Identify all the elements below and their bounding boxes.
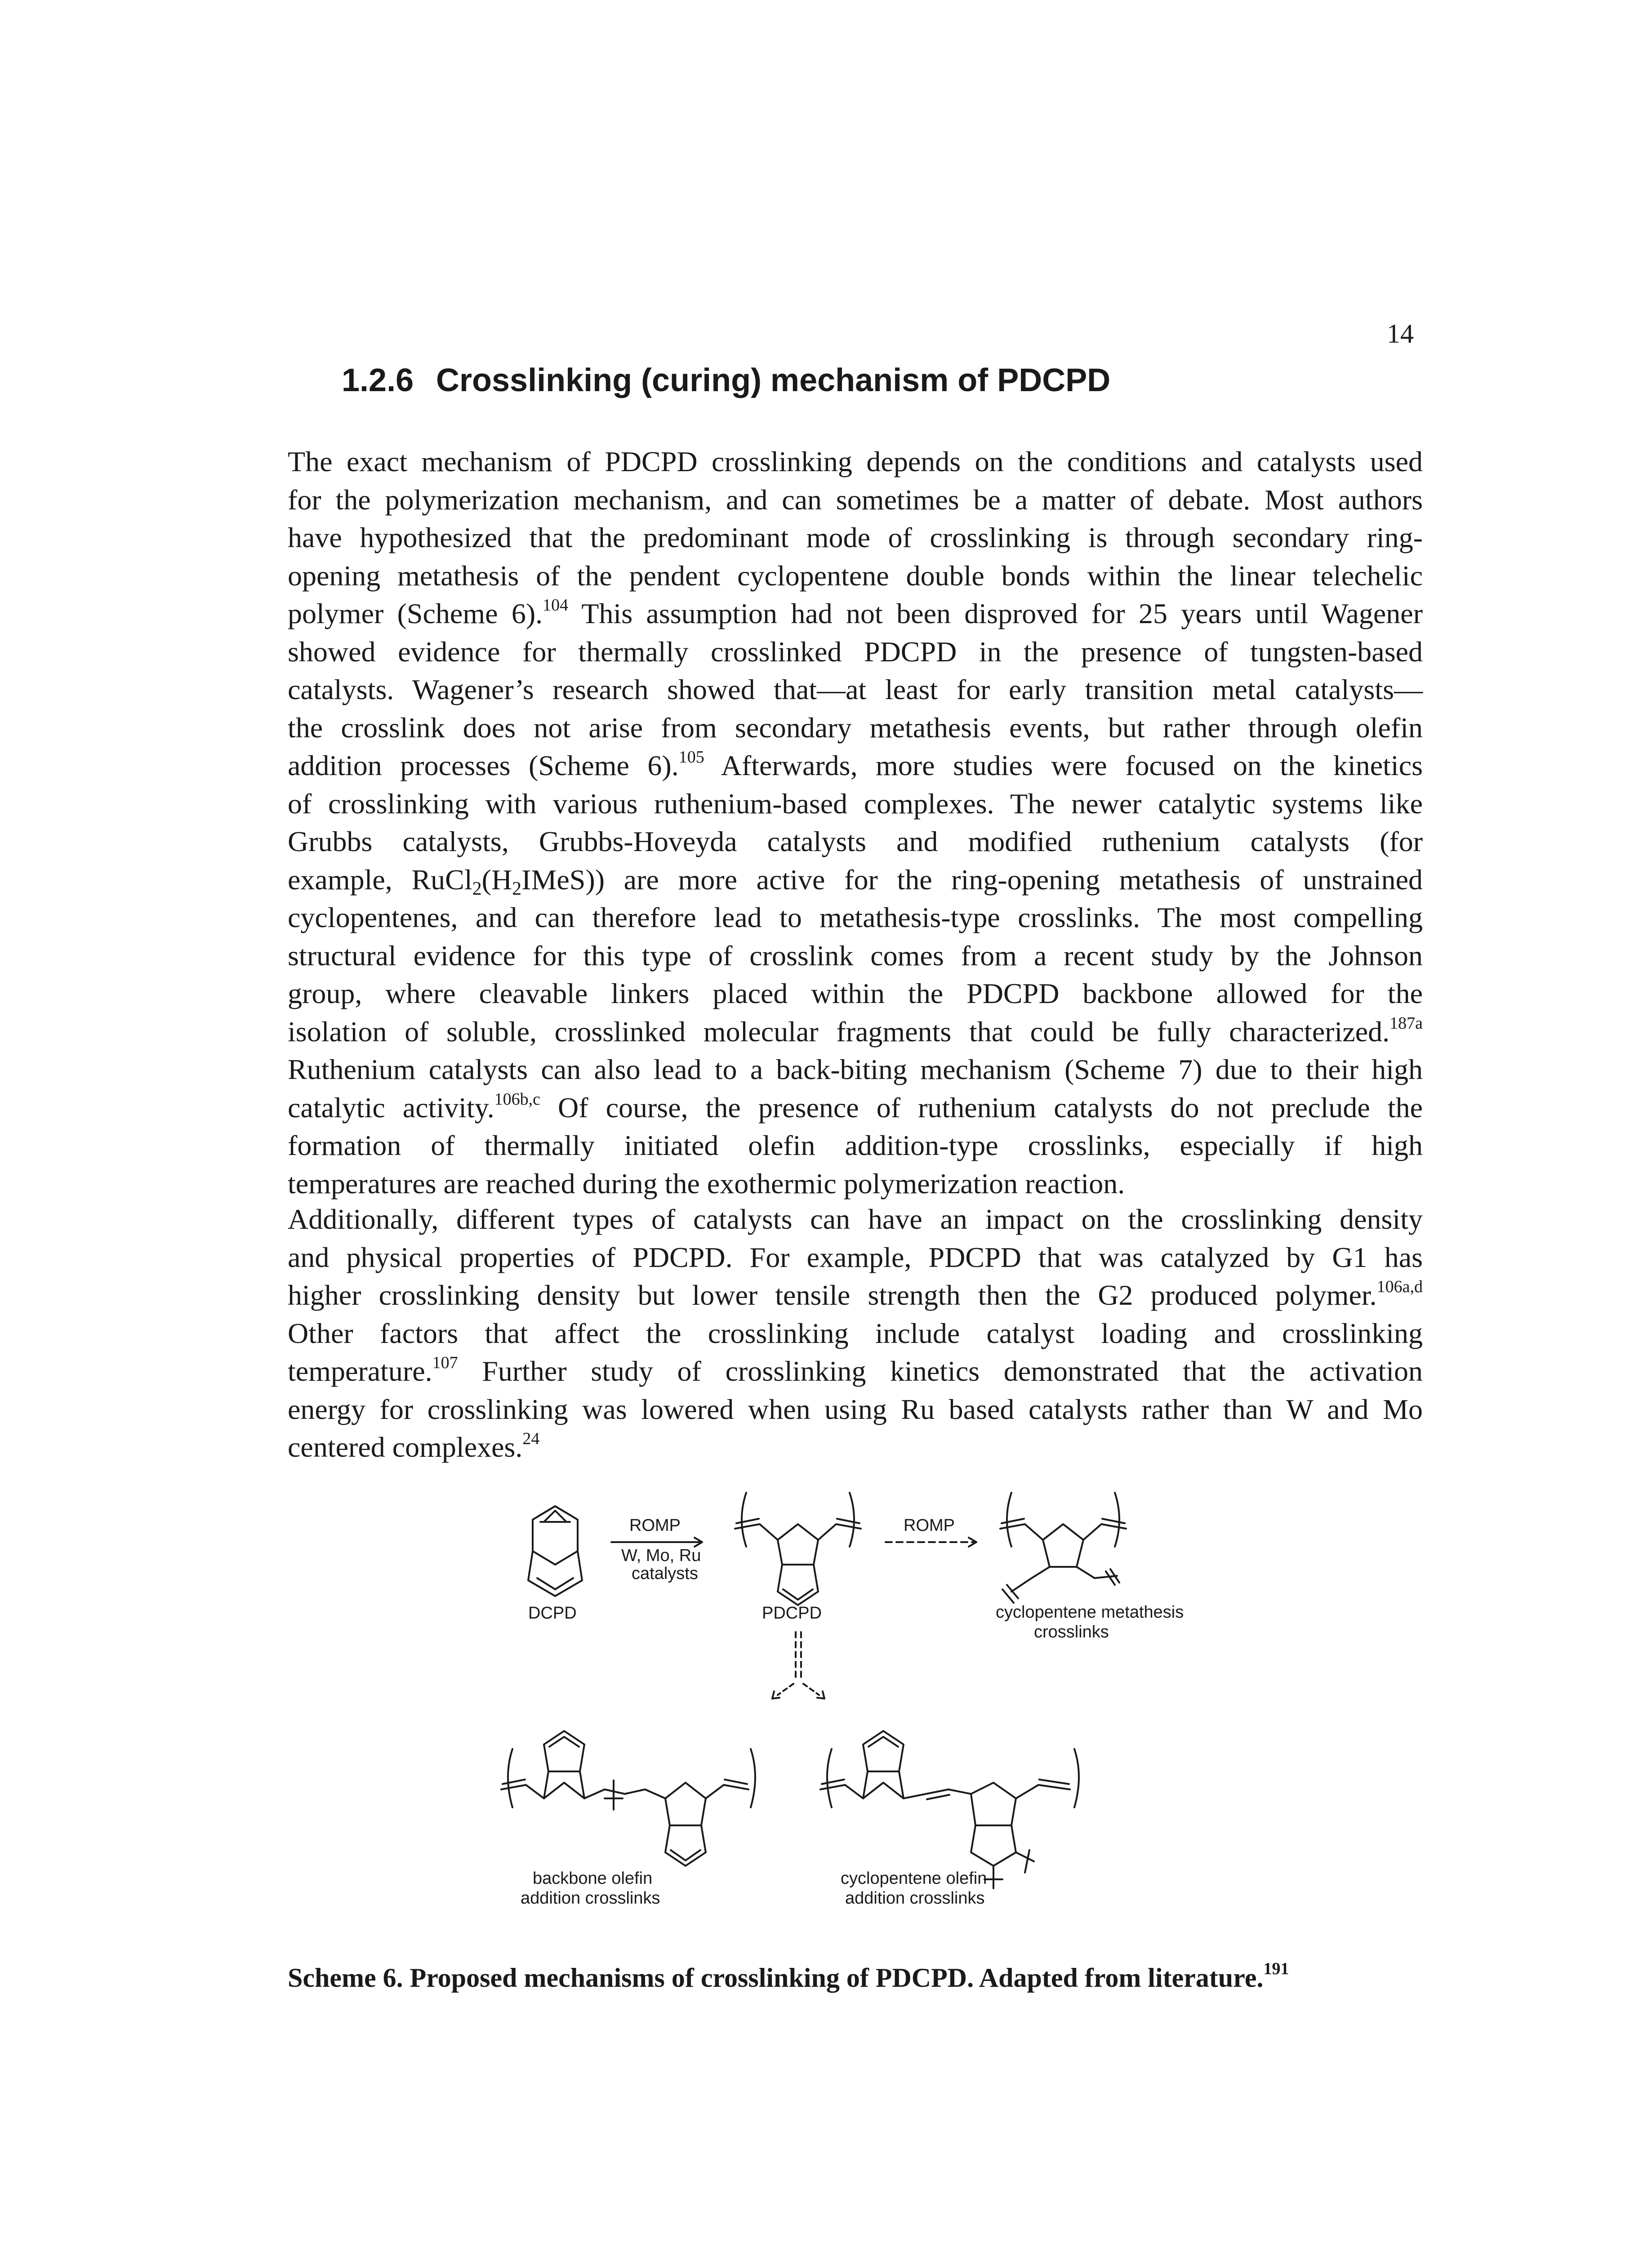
pdcpd-structure [735,1493,861,1605]
arrow2-top-label: ROMP [904,1516,955,1535]
text-line [288,823,1423,861]
branch-arrows [772,1632,824,1699]
text-segment: temperatures are reached during the exothermic polymerization reaction. [288,1167,1125,1200]
reference-superscript: 105 [678,748,704,767]
product3-label-line1: cyclopentene olefin [841,1869,987,1888]
text-line [288,1352,1423,1391]
metathesis-crosslink-structure [1000,1493,1126,1603]
text-line [288,1127,1423,1165]
text-line [288,937,1423,975]
romp-arrow-2 [886,1516,976,1547]
text-line [288,557,1423,595]
text-line [288,595,1423,633]
text-line [288,633,1423,671]
scheme-caption [288,1959,1289,1994]
text-segment: This assumption had not been disproved for 25 years until Wagener [568,598,1423,629]
text-segment: group, where cleavable linkers placed within the PDCPD backbone allowed for the [288,977,1423,1009]
text-segment: for the polymerization mechanism, and can sometimes be a matter of debate. Most authors [288,483,1423,516]
text-segment: isolation of soluble, crosslinked molecular fragments that could be fully characterized. [288,1015,1390,1048]
text-segment: have hypothesized that the predominant mode of crosslinking is through secondary ring- [288,522,1423,553]
caption-reference: 191 [1263,1959,1289,1978]
romp-arrow-1 [611,1516,702,1583]
text-segment: Further study of crosslinking kinetics demonstrated that the activation [458,1355,1423,1387]
text-line [288,861,1423,899]
dcpd-structure [528,1506,582,1596]
text-line [288,519,1423,557]
text-line [288,747,1423,785]
text-segment: the crosslink does not arise from secondary metathesis events, but rather through olefin [288,711,1423,744]
pdcpd-label: PDCPD [762,1604,822,1623]
text-segment: opening metathesis of the pendent cyclopentene double bonds within the linear telechelic [288,559,1423,592]
text-segment: The exact mechanism of PDCPD crosslinking depends on the conditions and catalysts used [288,446,1423,477]
chemical-subscript: 2 [472,878,482,899]
product2-label-line2: addition crosslinks [521,1889,660,1908]
text-line [288,1089,1423,1127]
backbone-crosslink-structure [501,1731,755,1866]
arrow1-top-label: ROMP [629,1516,681,1535]
text-segment: example, RuCl [288,863,472,896]
chemical-subscript: 2 [512,878,522,899]
text-segment: structural evidence for this type of crosslink comes from a recent study by the Johnson [288,939,1423,972]
text-segment: showed evidence for thermally crosslinked PDCPD in the presence of tungsten-based [288,635,1423,668]
cyclopentene-crosslink-structure [820,1731,1079,1888]
text-line [288,1013,1423,1051]
text-segment: Additionally, different types of catalysts can have an impact on the crosslinking density [288,1203,1423,1235]
text-line [288,671,1423,709]
text-line [288,1051,1423,1089]
text-line [288,1276,1423,1315]
product1-label-line2: crosslinks [1034,1623,1109,1641]
text-line [288,785,1423,823]
text-segment: polymer (Scheme 6). [288,598,543,629]
body-paragraph-1 [288,443,1423,1203]
section-title: Crosslinking (curing) mechanism of PDCPD [436,362,1111,398]
arrow1-catalyst-label-2: catalysts [632,1564,698,1583]
text-segment: Afterwards, more studies were focused on the kinetics [704,749,1423,781]
text-line [288,1200,1423,1239]
reference-superscript: 187a [1389,1013,1423,1033]
product2-label-line1: backbone olefin [533,1869,653,1888]
text-segment: catalysts. Wagener’s research showed that—at least for early transition metal catalysts— [288,674,1423,705]
text-line [288,1391,1423,1429]
text-segment: IMeS)) are more active for the ring-opening metathesis of unstrained [521,863,1423,896]
section-number: 1.2.6 [342,362,414,398]
text-line [288,481,1423,519]
reaction-scheme [490,1484,1232,1933]
text-segment: catalytic activity. [288,1091,494,1124]
body-paragraph-2 [288,1200,1423,1467]
text-line [288,443,1423,481]
caption-text: Scheme 6. Proposed mechanisms of crosslinking of PDCPD. Adapted from literature. [288,1963,1264,1993]
text-line [288,1315,1423,1353]
text-segment: addition processes (Scheme 6). [288,749,679,781]
page-number: 14 [1387,319,1414,348]
text-segment: Ruthenium catalysts can also lead to a back-biting mechanism (Scheme 7) due to their high [288,1053,1423,1085]
text-segment: (H [481,863,512,896]
text-segment: and physical properties of PDCPD. For example, PDCPD that was catalyzed by G1 has [288,1241,1423,1273]
product1-label-line1: cyclopentene metathesis [996,1603,1184,1622]
dcpd-label: DCPD [528,1604,577,1623]
text-segment: cyclopentenes, and can therefore lead to metathesis-type crosslinks. The most compelling [288,901,1423,933]
text-segment: Other factors that affect the crosslinking include catalyst loading and crosslinking [288,1317,1423,1349]
text-line [288,1239,1423,1277]
text-segment: higher crosslinking density but lower tensile strength then the G2 produced polymer. [288,1279,1377,1311]
reference-superscript: 106b,c [494,1089,540,1109]
text-line [288,899,1423,937]
scheme-drawing [490,1484,1232,1933]
text-segment: of crosslinking with various ruthenium-based complexes. The newer catalytic systems like [288,787,1423,820]
text-segment: Grubbs catalysts, Grubbs-Hoveyda catalysts and modified ruthenium catalysts (for [288,825,1423,857]
reference-superscript: 104 [543,596,569,615]
section-heading [342,362,1110,399]
text-line [288,1165,1423,1203]
text-segment: centered complexes. [288,1431,523,1463]
reference-superscript: 106a,d [1376,1277,1423,1296]
text-segment: formation of thermally initiated olefin addition-type crosslinks, especially if high [288,1129,1423,1161]
reference-superscript: 24 [522,1429,540,1448]
arrow1-catalyst-label-1: W, Mo, Ru [621,1546,701,1565]
text-line [288,1428,1423,1467]
text-line [288,975,1423,1013]
text-segment: Of course, the presence of ruthenium catalysts do not preclude the [540,1091,1423,1124]
text-line [288,709,1423,747]
text-segment: temperature. [288,1355,432,1387]
product3-label-line2: addition crosslinks [845,1889,985,1908]
text-segment: energy for crosslinking was lowered when using Ru based catalysts rather than W and Mo [288,1393,1423,1425]
reference-superscript: 107 [432,1353,458,1372]
